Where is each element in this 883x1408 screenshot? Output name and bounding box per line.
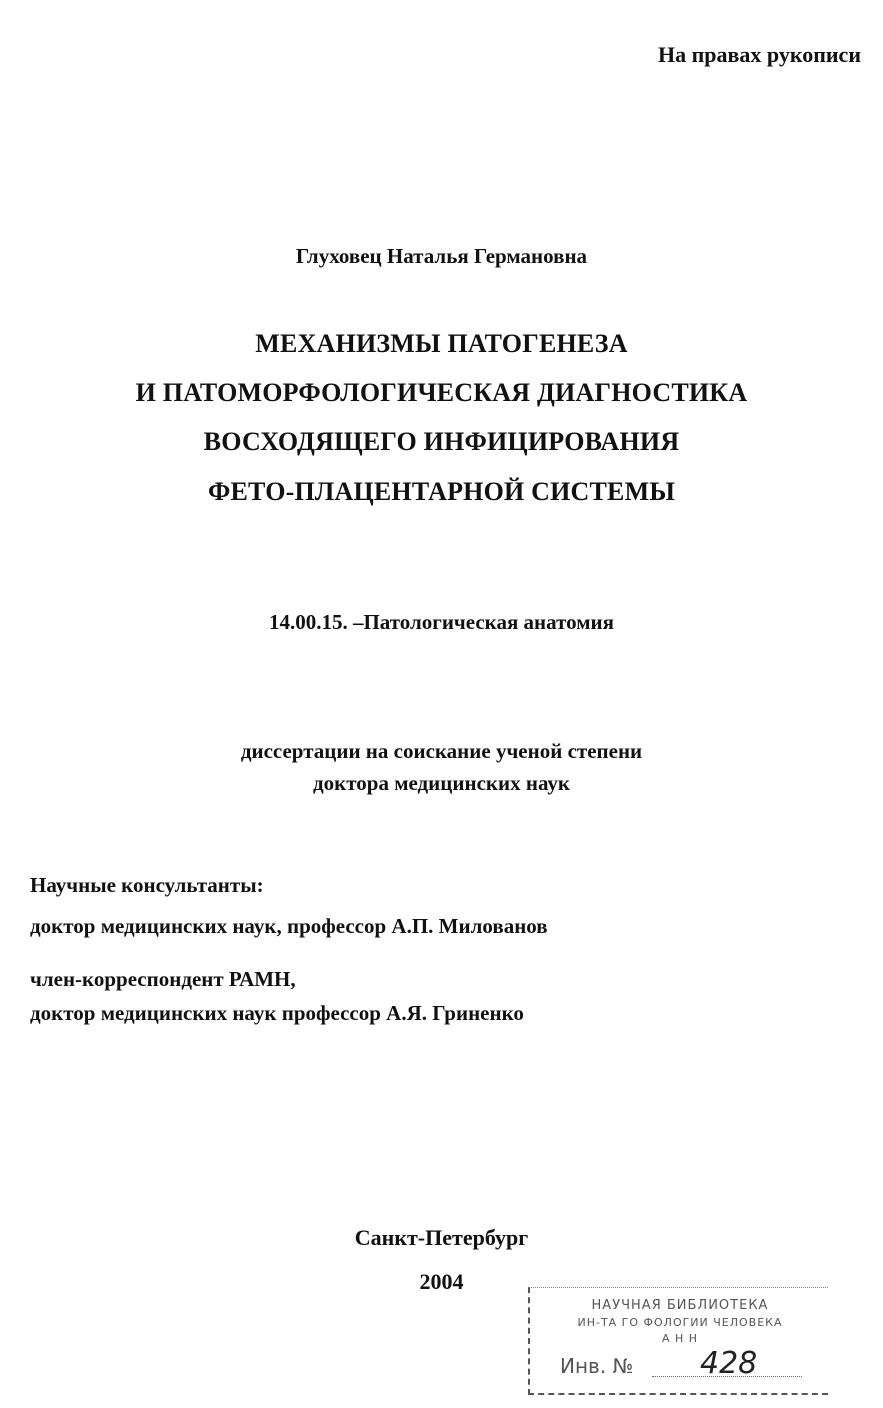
title-line-1: МЕХАНИЗМЫ ПАТОГЕНЕЗА — [255, 329, 628, 358]
inventory-row — [560, 1346, 810, 1380]
title-line-3: ВОСХОДЯЩЕГО ИНФИЦИРОВАНИЯ — [203, 427, 680, 456]
stamp-line-3: А Н Н — [661, 1332, 699, 1345]
title-line-2: И ПАТОМОРФОЛОГИЧЕСКАЯ ДИАГНОСТИКА — [135, 378, 748, 407]
library-stamp — [528, 1287, 828, 1395]
restricted-label: На правах рукописи — [657, 42, 861, 67]
dissertation-line-2: доктора медицинских наук — [313, 771, 570, 795]
year: 2004 — [419, 1269, 464, 1294]
stamp-line-2: ИН-ТА ГО ФОЛОГИИ ЧЕЛОВЕКА — [577, 1316, 783, 1329]
author-name: Глуховец Наталья Германовна — [295, 244, 588, 268]
stamp-line-1: НАУЧНАЯ БИБЛИОТЕКА — [591, 1298, 769, 1313]
consultant-1: доктор медицинских наук, профессор А.П. Милованов — [30, 914, 548, 938]
consultant-2-name: доктор медицинских наук профессор А.Я. Гриненко — [30, 1001, 524, 1025]
consultant-2-title: член-корреспондент РАМН, — [30, 967, 296, 991]
inventory-label: Инв. № — [560, 1354, 634, 1378]
city: Санкт-Петербург — [354, 1225, 529, 1250]
consultants-heading: Научные консультанты: — [30, 873, 264, 897]
dissertation-line-1: диссертации на соискание ученой степени — [240, 739, 643, 763]
title-line-4: ФЕТО-ПЛАЦЕНТАРНОЙ СИСТЕМЫ — [207, 477, 676, 506]
inventory-number: 428 — [700, 1346, 758, 1381]
specialty-code: 14.00.15. –Патологическая анатомия — [268, 610, 615, 634]
